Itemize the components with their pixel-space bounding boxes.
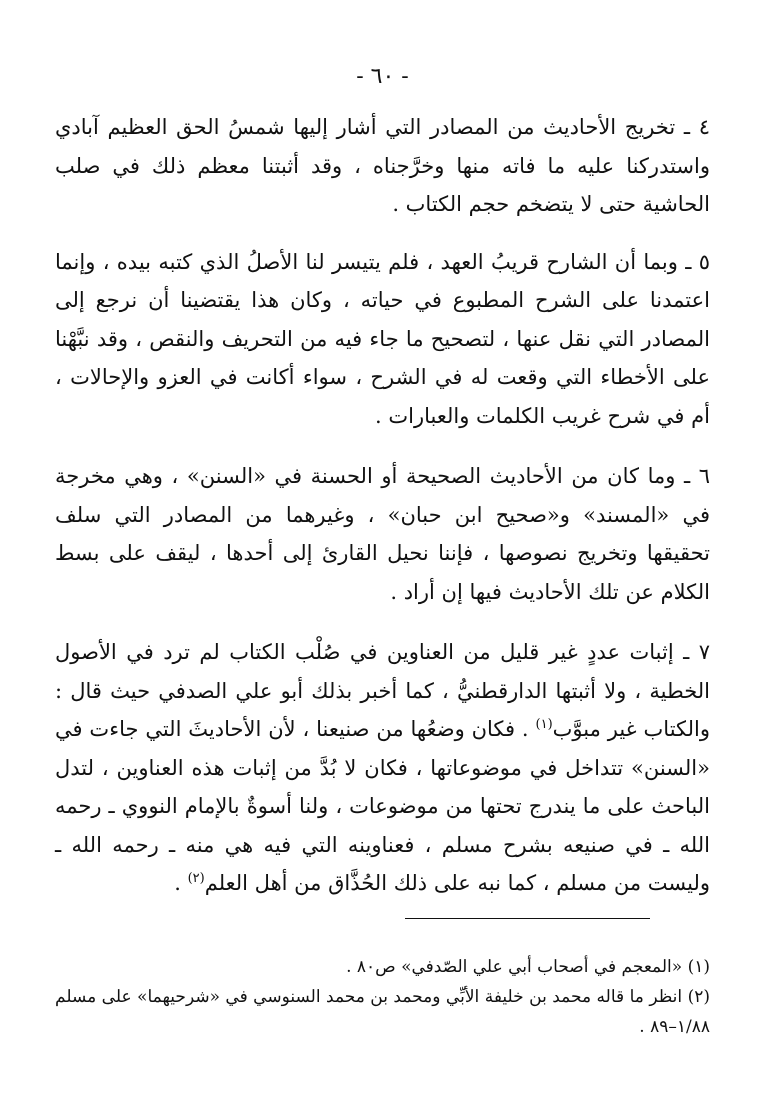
footnote-ref-2: (٢)	[187, 871, 205, 886]
paragraph-6: ٦ ـ وما كان من الأحاديث الصحيحة أو الحسنة في «السنن» ، وهي مخرجة في «المسند» و«صحيح ابن حبان» ، وغيرهما من المصادر التي سلف تحقيقها وتخريج نصوصها ، فإننا نحيل القارئ إلى أحدها ، ليقف على بسط الكلام عن تلك الأحاديث فيها إن أراد .	[55, 464, 710, 604]
footnotes	[55, 952, 710, 1042]
footnote-2: (٢) انظر ما قاله محمد بن خليفة الأبِّي ومحمد بن محمد السنوسي في «شرحيهما» على مسلم ١/٨٨–٨٩ .	[55, 987, 710, 1037]
footnote-1: (١) «المعجم في أصحاب أبي علي الصّدفي» ص٨٠ .	[346, 957, 710, 977]
footnote-separator	[405, 918, 650, 919]
paragraph-7	[55, 633, 710, 903]
page-number: - ٦٠ -	[356, 64, 409, 89]
paragraph-7-part-2: . فكان وضعُها من صنيعنا ، لأن الأحاديثَ التي جاءت في «السنن» تتداخل في موضوعاتها ، فكان لا بُدَّ من إثبات هذه العناوين ، لتدل الباحث على ما يندرج تحتها من موضوعات ، ولنا أسوةٌ بالإمام النووي ـ رحمه الله ـ في صنيعه بشرح مسلم ، فعناوينه التي فيه هي منه ـ رحمه الله ـ وليست من مسلم ، كما نبه على ذلك الحُذَّاق من أهل العلم	[55, 717, 710, 895]
paragraph-5: ٥ ـ وبما أن الشارح قريبُ العهد ، فلم يتيسر لنا الأصلُ الذي كتبه بيده ، وإنما اعتمدنا على الشرح المطبوع في حياته ، وكان هذا يقتضينا أن نرجع إلى المصادر التي نقل عنها ، لتصحيح ما جاء فيه من التحريف والنقص ، وقد نبَّهْنا على الأخطاء التي وقعت له في الشرح ، سواء أكانت في العزو والإحالات ، أم في شرح غريب الكلمات والعبارات .	[55, 249, 710, 428]
paragraph-7-part-1: ٧ ـ إثبات عددٍ غير قليل من العناوين في صُلْب الكتاب لم ترد في الأصول الخطية ، ولا أثبتها الدارقطنيُّ ، كما أخبر بذلك أبو علي الصدفي حيث قال : والكتاب غير مبوَّب	[55, 640, 710, 741]
main-text	[55, 108, 710, 925]
paragraph-4: ٤ ـ تخريج الأحاديث من المصادر التي أشار إليها شمسُ الحق العظيم آبادي واستدركنا عليه ما فاته منها وخرَّجناه ، وقد أثبتنا معظم ذلك في صلب الحاشية حتى لا يتضخم حجم الكتاب .	[55, 115, 710, 216]
footnote-ref-1: (١)	[535, 717, 553, 732]
paragraph-7-part-3: .	[174, 871, 188, 895]
